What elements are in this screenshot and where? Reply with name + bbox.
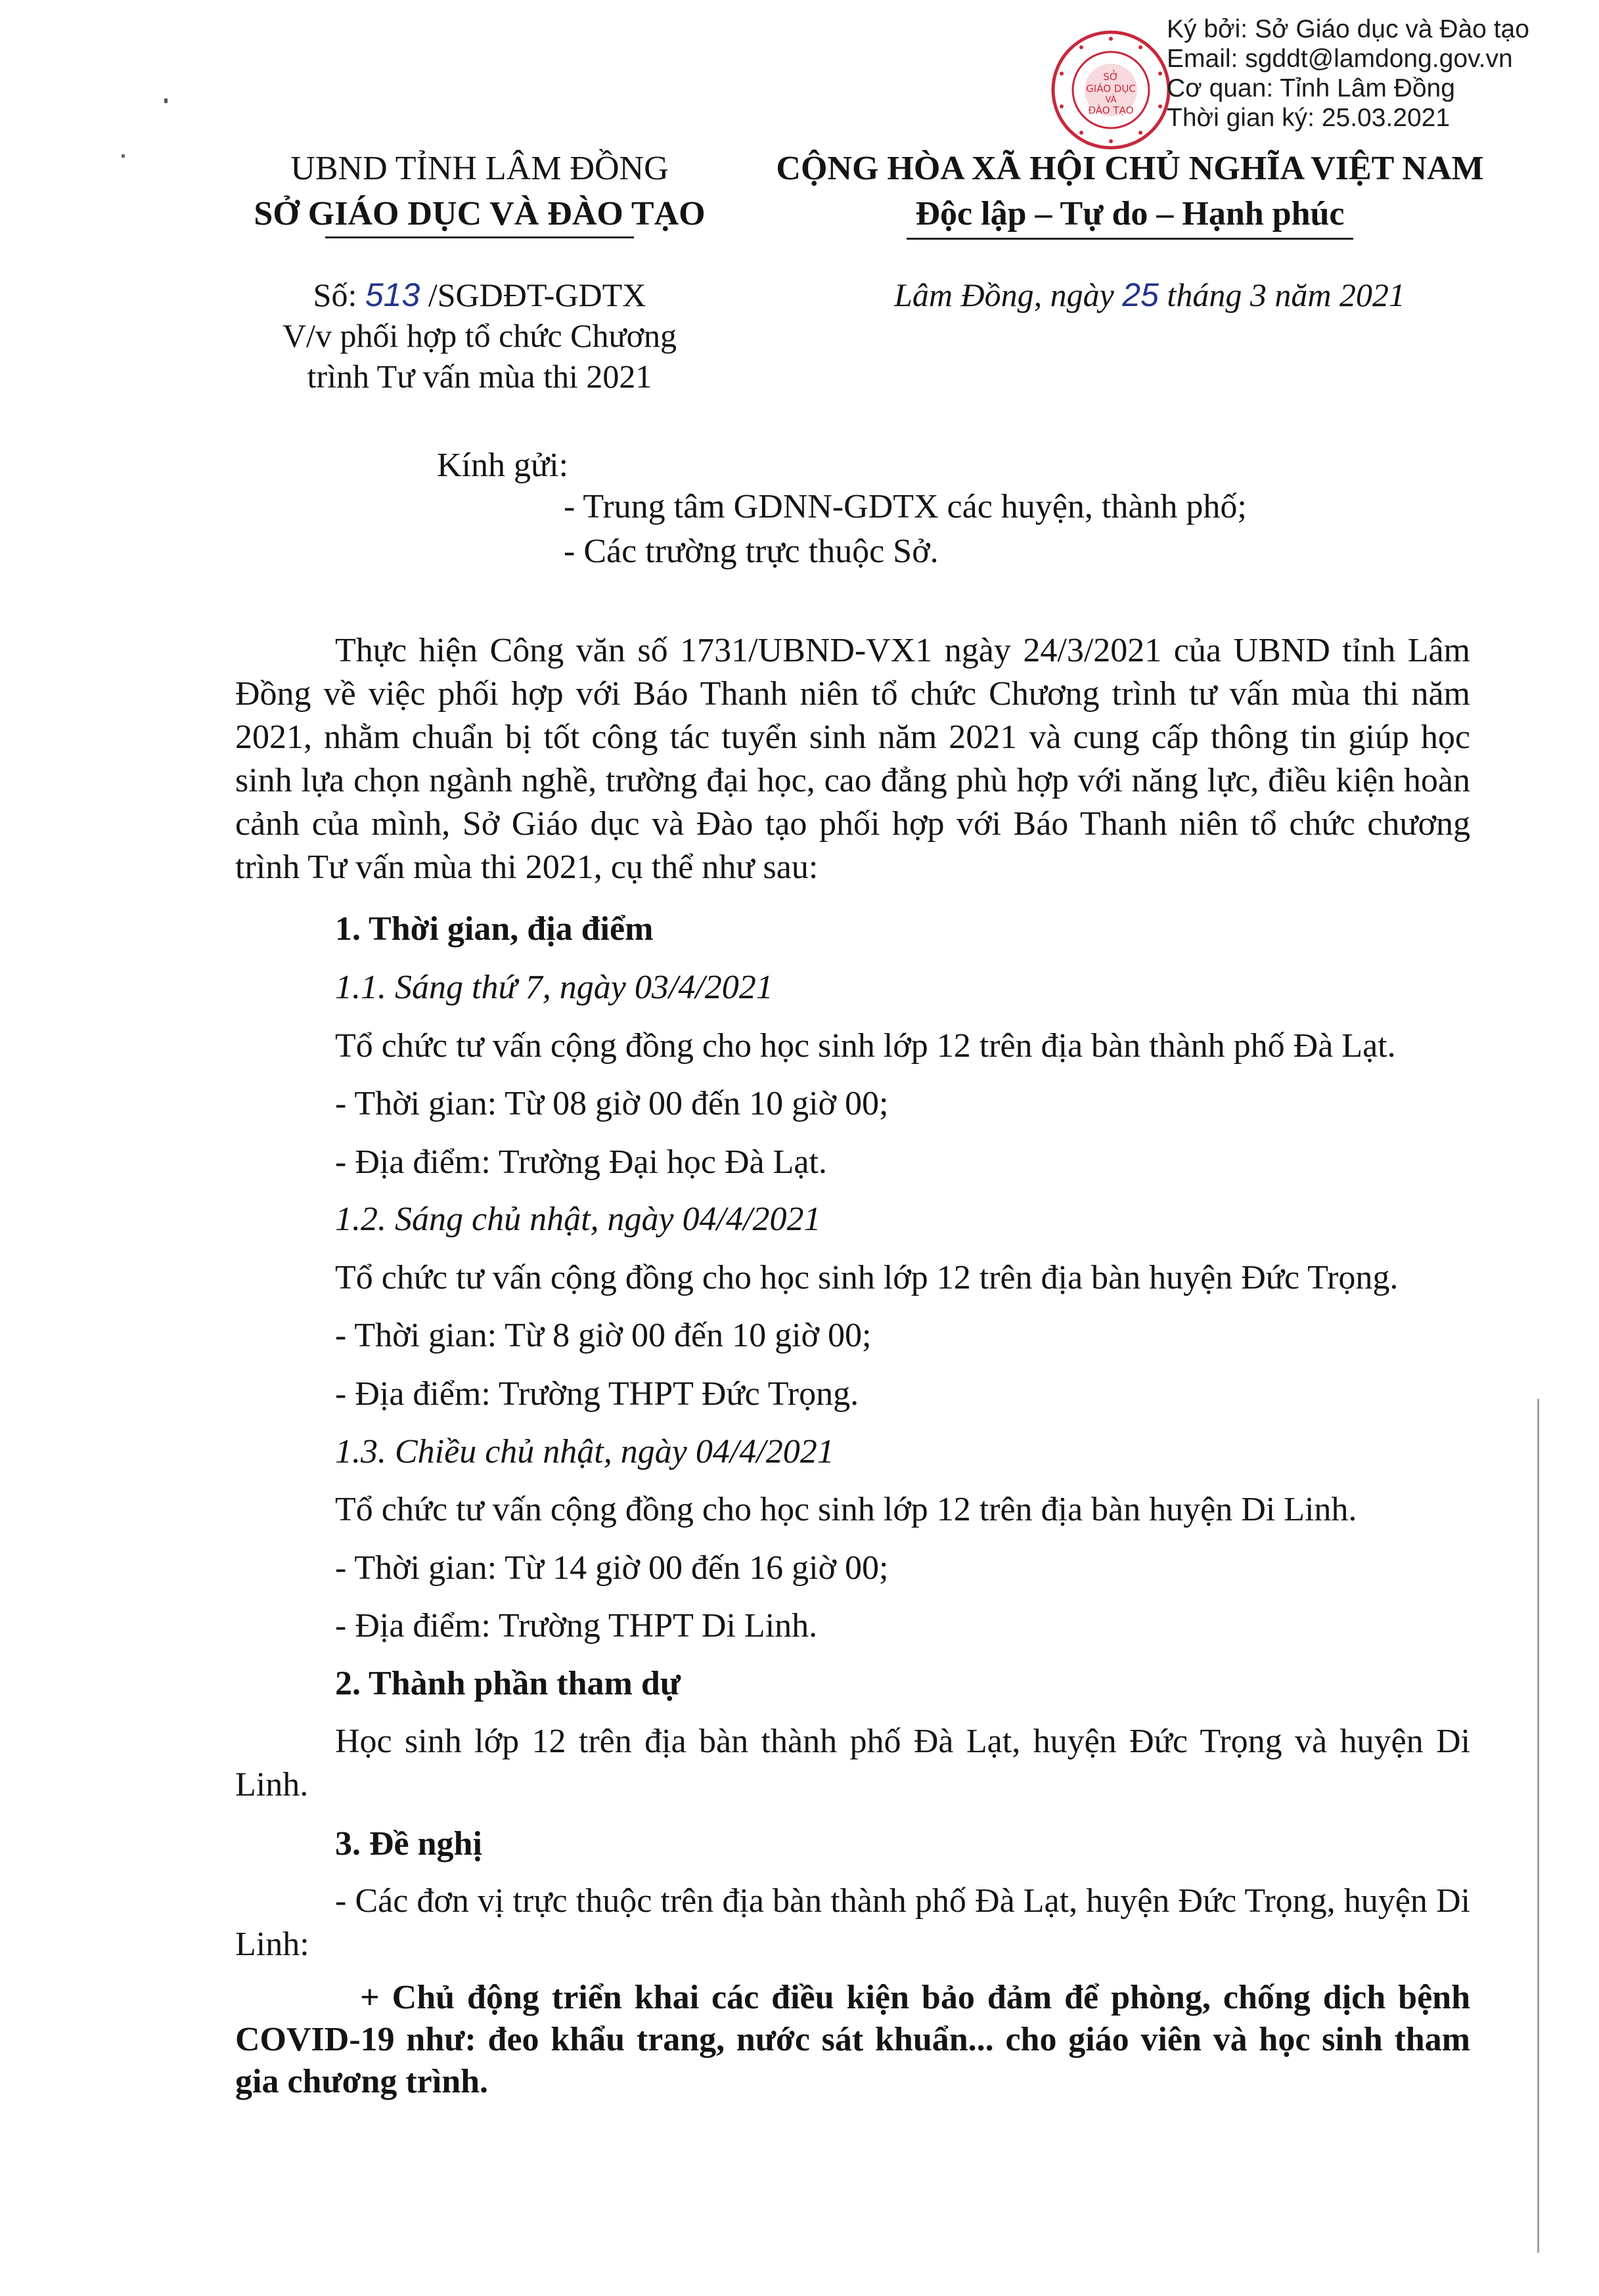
document-date: Lâm Đồng, ngày 25 tháng 3 năm 2021 <box>894 276 1405 313</box>
subject-line-1: V/v phối hợp tổ chức Chương <box>282 317 677 354</box>
section-1-2-title: 1.2. Sáng chủ nhật, ngày 04/4/2021 <box>335 1201 821 1238</box>
svg-text:SỞ: SỞ <box>1103 71 1119 83</box>
section-1-2-place: - Địa điểm: Trường THPT Đức Trọng. <box>335 1375 859 1413</box>
svg-text:ĐÀO TẠO: ĐÀO TẠO <box>1088 104 1134 116</box>
digital-signature-info <box>1167 14 1529 133</box>
section-2-text: Học sinh lớp 12 trên địa bàn thành phố Đà Lạt, huyện Đức Trọng và huyện Di Linh. <box>235 1723 1470 1803</box>
signature-signed-by: Ký bởi: Sở Giáo dục và Đào tạo <box>1167 15 1529 43</box>
section-1-3-title: 1.3. Chiều chủ nhật, ngày 04/4/2021 <box>335 1433 834 1470</box>
signature-agency: Cơ quan: Tỉnh Lâm Đồng <box>1167 74 1455 102</box>
section-1-2-desc: Tổ chức tư vấn cộng đồng cho học sinh lớp 12 trên địa bàn huyện Đức Trọng. <box>335 1259 1399 1296</box>
scan-edge-line <box>1537 1399 1539 2253</box>
recipients-list <box>564 485 1247 574</box>
intro-paragraph: Thực hiện Công văn số 1731/UBND-VX1 ngày 24/3/2021 của UBND tỉnh Lâm Đồng về việc phối hợp với Báo Thanh niên tổ chức Chương trình tư vấn mùa thi năm 2021, nhằm chuẩn bị tốt công tác tuyển sinh năm 2021 và cung cấp thông tin giúp học sinh lựa chọn ngành nghề, trường đại học, cao đẳng phù hợp với năng lực, điều kiện hoàn cảnh của mình, Sở Giáo dục và Đào tạo phối hợp với Báo Thanh niên tổ chức chương trình Tư vấn mùa thi 2021, cụ thể như sau: <box>235 632 1470 886</box>
red-seal-stamp <box>1048 28 1173 152</box>
section-1-1-place: - Địa điểm: Trường Đại học Đà Lạt. <box>335 1143 827 1181</box>
section-1-1-time: - Thời gian: Từ 08 giờ 00 đến 10 giờ 00; <box>335 1085 889 1122</box>
national-title <box>742 146 1518 236</box>
issuing-organization <box>197 146 762 236</box>
section-3-text: - Các đơn vị trực thuộc trên địa bàn thành phố Đà Lạt, huyện Đức Trọng, huyện Di Linh: <box>235 1882 1470 1963</box>
nation-line-2: Độc lập – Tự do – Hạnh phúc <box>915 195 1345 232</box>
document-number-block <box>230 275 729 397</box>
document-number: Số: 513 /SGDĐT-GDTX <box>313 276 646 313</box>
nation-line-1: CỘNG HÒA XÃ HỘI CHỦ NGHĨA VIỆT NAM <box>776 150 1484 187</box>
section-2-title: 2. Thành phần tham dự <box>335 1665 681 1702</box>
handwritten-day: 25 <box>1122 276 1159 313</box>
handwritten-number: 513 <box>365 276 420 313</box>
section-3-bold-text: + Chủ động triển khai các điều kiện bảo đảm để phòng, chống dịch bệnh COVID-19 như: đeo khẩu trang, nước sát khuẩn... cho giáo viên và học sinh tham gia chương trình. <box>235 1979 1470 2100</box>
scan-speck <box>122 154 125 158</box>
svg-text:GIÁO DỤC: GIÁO DỤC <box>1086 83 1136 95</box>
section-1-2-time: - Thời gian: Từ 8 giờ 00 đến 10 giờ 00; <box>335 1317 872 1354</box>
recipient-item: - Các trường trực thuộc Sở. <box>564 533 939 570</box>
signature-time: Thời gian ký: 25.03.2021 <box>1167 104 1451 132</box>
org-line-1: UBND TỈNH LÂM ĐỒNG <box>290 150 669 187</box>
recipients-label: Kính gửi: <box>437 447 569 484</box>
org-underline <box>325 236 634 238</box>
scan-speck <box>164 99 168 103</box>
section-3-title: 3. Đề nghị <box>335 1825 482 1863</box>
section-1-3-desc: Tổ chức tư vấn cộng đồng cho học sinh lớp 12 trên địa bàn huyện Di Linh. <box>335 1491 1357 1528</box>
subject-line-2: trình Tư vấn mùa thi 2021 <box>307 358 652 395</box>
section-1-title: 1. Thời gian, địa điểm <box>335 910 654 948</box>
section-1-1-desc: Tổ chức tư vấn cộng đồng cho học sinh lớp 12 trên địa bàn thành phố Đà Lạt. <box>335 1027 1396 1065</box>
motto-underline <box>907 238 1353 240</box>
section-1-3-place: - Địa điểm: Trường THPT Di Linh. <box>335 1607 818 1645</box>
section-1-1-title: 1.1. Sáng thứ 7, ngày 03/4/2021 <box>335 969 773 1006</box>
section-1-3-time: - Thời gian: Từ 14 giờ 00 đến 16 giờ 00; <box>335 1549 889 1587</box>
signature-email: Email: sgddt@lamdong.gov.vn <box>1167 45 1513 73</box>
recipient-item: - Trung tâm GDNN-GDTX các huyện, thành phố; <box>564 488 1247 525</box>
org-line-2: SỞ GIÁO DỤC VÀ ĐÀO TẠO <box>254 195 706 232</box>
svg-text:VÀ: VÀ <box>1105 95 1117 105</box>
